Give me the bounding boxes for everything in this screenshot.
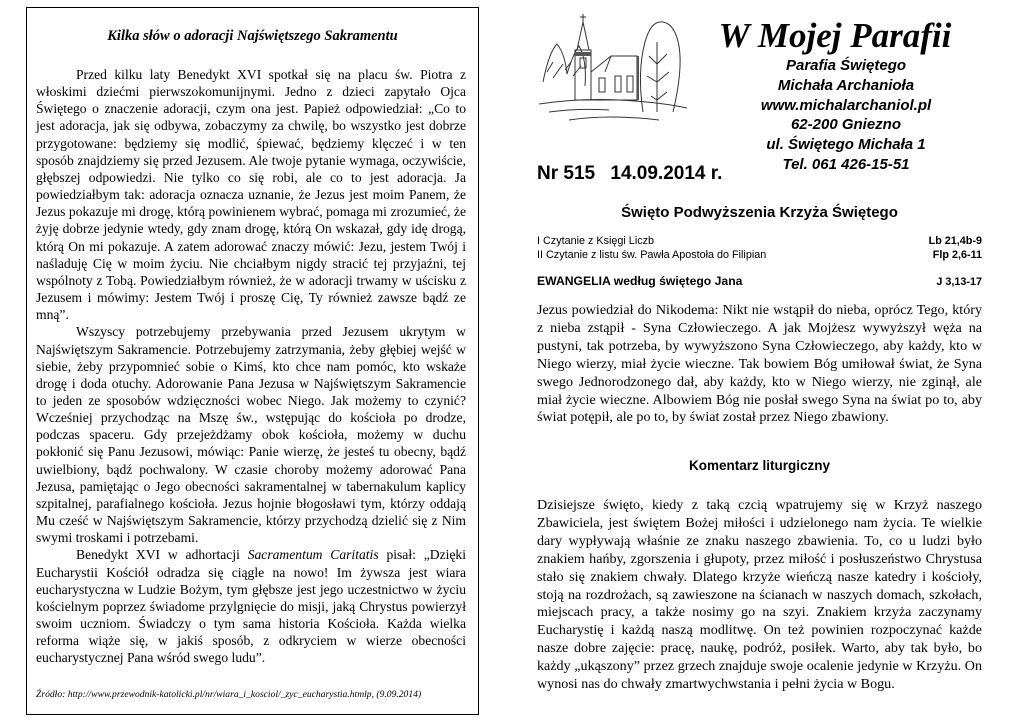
- feast-title: Święto Podwyższenia Krzyża Świętego: [621, 204, 898, 221]
- paragraph-text: pisał: „Dzięki Eucharystii Kościół odradza się ciągle na nowo! Im żywsza jest wiara eucharystyczna w Ludzie Bożym, tym głębsze jest jego uczestnictwo w życiu kościelnym poprzez świadome przylgnięcie do misji, jaką Chrystus powierzył swoim uczniom. Świadczy o tym sama historia Kościoła. Każda wielka reforma wiąże się, w jakiś sposób, z odkryciem w wierze obecności eucharystycznej Pana wśród swego ludu”.: [36, 547, 466, 666]
- reading-label: II Czytanie z listu św. Pawła Apostoła do Filipian: [537, 249, 767, 261]
- gospel-text: Jezus powiedział do Nikodema: Nikt nie wstąpił do nieba, oprócz Tego, który z nieba zstąpił - Syna Człowieczego. A jak Mojżesz wywyższył węża na pustyni, tak potrzeba, by wywyższono Syna Człowieczego, aby każdy, kto w Niego wierzy, miał życie wieczne. Tak bowiem Bóg umiłował świat, że Syna swego Jednorodzonego dał, aby każdy, kto w Niego wierzy, nie zginął, ale miał życie wieczne. Albowiem Bóg nie posłał swego Syna na świat po to, aby świat potępił, ale po to, by świat został przez Niego zbawiony.: [537, 302, 982, 426]
- commentary-text: Dzisiejsze święto, kiedy z taką czcią wpatrujemy się w Krzyż naszego Zbawiciela, jest świętem Bożej miłości i udzielonego nam życia. Te wielkie dary wypływają właśnie ze znaku naszego zbawienia. To, co u ludzi było znakiem hańby, zgorszenia i głupoty, przez miłość i posłuszeństwo Chrystusa stało się znakiem chwały. Dlatego krzyże wieńczą nasze katedry i kościoły, stoją na rozdrożach, są zawieszone na ścianach w naszych domach, szkołach, miejscach pracy, a także nosimy go na szyi. Znakiem krzyża zaczynamy Eucharystię i każdą naszą modlitwę. On też powinien rozpoczynać każde nasze dobre zajęcie: pracę, naukę, podróż, posiłek. Warto, aby tak było, bo każdy „ukąszony” przez grzech znajduje swoje ocalenie jedynie w Krzyżu. On wynosi nas do chwały zmartwychwstania i pełni życia w Bogu.: [537, 497, 982, 693]
- newsletter-title: W Mojej Parafii: [718, 16, 952, 55]
- article-paragraph: [36, 546, 466, 666]
- article-source: Źródło: http://www.przewodnik-katolicki.pl/nr/wiara_i_kosciol/_zyc_eucharystia.htmlp, (9.09.2014): [36, 689, 422, 700]
- gospel-heading: [537, 274, 982, 288]
- parish-phone: Tel. 061 426-15-51: [782, 155, 910, 173]
- reading-row: [537, 235, 982, 247]
- document-title-italic: Sacramentum Caritatis: [247, 547, 379, 563]
- address-line: 62-200 Gniezno: [790, 116, 902, 134]
- article-paragraph: Wszyscy potrzebujemy przebywania przed Jezusem ukrytym w Najświętszym Sakramencie. Potrzebujemy zatrzymania, żeby głębiej wejść w siebie, żeby przypomnieć sobie o Kimś, kto chce nam pomóc, kto wskaże drogę i doda otuchy. Adorowanie Pana Jezusa w Najświętszym Sakramencie to jeden ze sposobów wdzięczności wobec Niego. Jak możemy to czynić? Wcześniej przychodząc na Mszę św., wstępując do kościoła po drodze, podczas spaceru. Gdy przejeżdżamy obok kościoła, możemy w duchu pokłonić się Panu Jezusowi, mówiąc: Panie wierzę, że jesteś tu obecny, bądź uwielbiony, bądź pochwalony. W czasie choroby możemy adorować Pana Jezusa, pamiętając o Jego obecności sakramentalnej w tabernakulum kaplicy szpitalnej, parafialnego kościoła. Jezus hojnie błogosławi tym, którzy oddają Mu cześć w Najświętszym Sakramencie, którzy przychodzą dzielić się z Nim swymi troskami i potrzebami.: [36, 324, 466, 546]
- reading-reference: Flp 2,6-11: [932, 249, 982, 261]
- issue-date: 14.09.2014 r.: [610, 163, 723, 184]
- reading-label: I Czytanie z Księgi Liczb: [537, 235, 655, 247]
- article-body: [36, 66, 466, 666]
- parish-website: www.michalarchaniol.pl: [760, 96, 932, 114]
- address-line: ul. Świętego Michała 1: [766, 136, 926, 154]
- reading-reference: Lb 21,4b-9: [928, 235, 982, 247]
- article-title: Kilka słów o adoracji Najświętszego Sakramentu: [107, 28, 398, 44]
- issue-line: [537, 163, 732, 185]
- address-line: Parafia Świętego: [785, 57, 907, 74]
- address-line: Michała Archanioła: [777, 76, 915, 94]
- church-illustration: [539, 12, 687, 130]
- paragraph-text: Benedykt XVI w adhortacji: [76, 547, 248, 563]
- article-paragraph: Przed kilku laty Benedykt XVI spotkał się na placu św. Piotra z włoskimi dziećmi pierwszokomunijnymi. Jedno z dzieci zapytało Ojca Świętego o znaczenie adoracji, czym ona jest. Papież odpowiedział: „Co to jest adoracja, jak się odbywa, zobaczymy za chwilę, bo wszystko jest dobrze przygotowane: będziemy się modlić, śpiewać, będziemy klęczeć i w ten sposób znajdziemy się przed Jezusem. Ale twoje pytanie wymaga, oczywiście, głębszej odpowiedzi. Nie tylko co się robi, ale co to jest adoracja. Ja powiedziałbym tak: adoracja oznacza uznanie, że Jezus jest moim Panem, że Jezus pokazuje mi drogę, którą powinienem wybrać, pomaga mi zrozumieć, że żyję dobrze jedynie wtedy, gdy znam drogę, którą On wskazał, gdy idę drogą, którą On mi pokazuje. A zatem adorować znaczy mówić: Jezu, jestem Twój i naśladuję Cię w moim życiu. Nie chciałbym nigdy stracić tej przyjaźni, tej wspólnoty z Tobą. Powiedziałbym również, że w adoracji trwamy w uścisku z Jezusem i mówimy: Jestem Twój i proszę Cię, Ty również zawsze bądź ze mną”.: [36, 67, 466, 323]
- parish-address: [720, 56, 972, 175]
- issue-number: Nr 515: [537, 163, 596, 184]
- commentary-title: Komentarz liturgiczny: [688, 458, 831, 473]
- gospel-title: EWANGELIA według świętego Jana: [537, 274, 743, 288]
- article-panel: [26, 7, 479, 715]
- gospel-reference: J 3,13-17: [936, 276, 982, 288]
- reading-row: [537, 249, 982, 261]
